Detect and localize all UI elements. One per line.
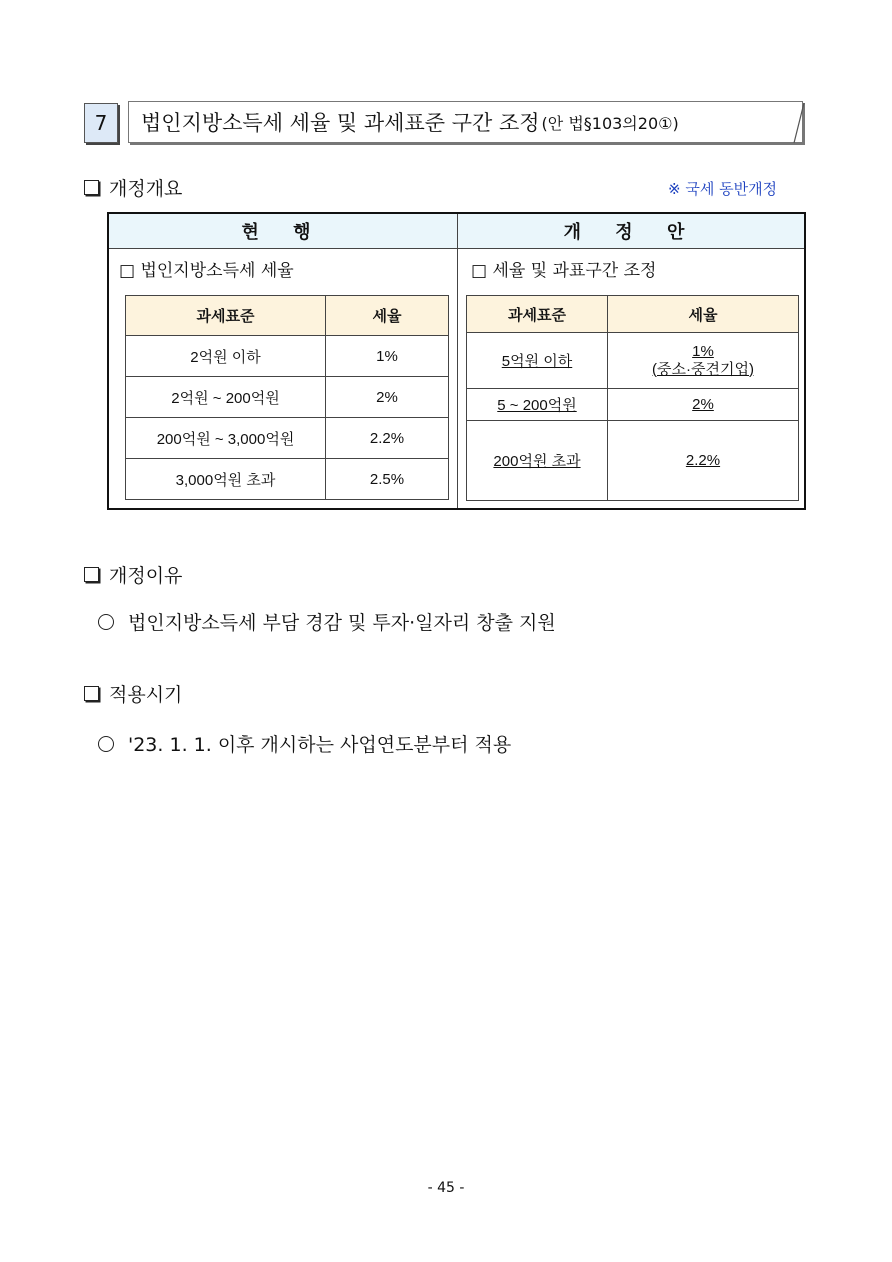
base-cell: 5 ~ 200억원 — [467, 389, 608, 421]
rate-cell: 2.2% — [326, 418, 449, 459]
circle-bullet-icon — [98, 736, 114, 752]
table-row — [467, 389, 799, 421]
table-row — [467, 333, 799, 389]
table-row — [126, 418, 449, 459]
base-cell: 200억원 초과 — [467, 421, 608, 501]
overview-heading — [84, 174, 182, 201]
overview-heading-text: 개정개요 — [109, 178, 183, 200]
proposed-header: 개 정 안 — [458, 214, 804, 249]
timing-item — [98, 730, 511, 757]
current-col-base: 과세표준 — [126, 296, 326, 336]
base-cell: 2억원 ~ 200억원 — [126, 377, 326, 418]
rate-cell — [608, 333, 799, 389]
rate-cell: 2% — [326, 377, 449, 418]
checkbox-square-icon — [84, 567, 99, 582]
national-tax-note: ※ 국세 동반개정 — [668, 180, 778, 198]
base-cell: 5억원 이하 — [467, 333, 608, 389]
rate-value: 1% — [692, 342, 714, 360]
base-cell: 3,000억원 초과 — [126, 459, 326, 500]
circle-bullet-icon — [98, 614, 114, 630]
proposed-col-rate: 세율 — [608, 296, 799, 333]
base-cell: 2억원 이하 — [126, 336, 326, 377]
table-row — [126, 459, 449, 500]
current-rate-table — [125, 295, 449, 500]
timing-item-text: '23. 1. 1. 이후 개시하는 사업연도분부터 적용 — [128, 734, 512, 756]
section-number: 7 — [84, 103, 118, 143]
reason-item-text: 법인지방소득세 부담 경감 및 투자·일자리 창출 지원 — [128, 612, 556, 634]
table-row — [126, 336, 449, 377]
checkbox-square-icon — [84, 686, 99, 701]
reason-heading — [84, 561, 182, 588]
rate-cell: 2% — [608, 389, 799, 421]
current-header: 현 행 — [109, 214, 457, 249]
current-subtitle: □ 법인지방소득세 세율 — [119, 261, 294, 281]
proposed-subtitle: □ 세율 및 과표구간 조정 — [471, 261, 657, 281]
section-title — [128, 101, 803, 143]
column-divider — [457, 214, 458, 508]
timing-heading-text: 적용시기 — [109, 684, 183, 706]
base-cell: 200억원 ~ 3,000억원 — [126, 418, 326, 459]
title-reference: (안 법§103의20①) — [541, 113, 679, 133]
timing-heading — [84, 680, 182, 707]
rate-cell: 2.2% — [608, 421, 799, 501]
proposed-rate-table — [466, 295, 799, 501]
checkbox-square-icon — [84, 180, 99, 195]
rate-note: (중소·중견기업) — [652, 360, 754, 378]
page-number: - 45 - — [427, 1180, 465, 1196]
rate-cell: 1% — [326, 336, 449, 377]
title-slash-decoration — [790, 101, 806, 145]
reason-heading-text: 개정이유 — [109, 565, 183, 587]
table-row — [126, 377, 449, 418]
comparison-box — [107, 212, 806, 510]
title-text: 법인지방소득세 세율 및 과세표준 구간 조정 — [141, 111, 540, 135]
current-col-rate: 세율 — [326, 296, 449, 336]
reason-item — [98, 608, 556, 635]
table-row — [467, 421, 799, 501]
proposed-col-base: 과세표준 — [467, 296, 608, 333]
rate-cell: 2.5% — [326, 459, 449, 500]
